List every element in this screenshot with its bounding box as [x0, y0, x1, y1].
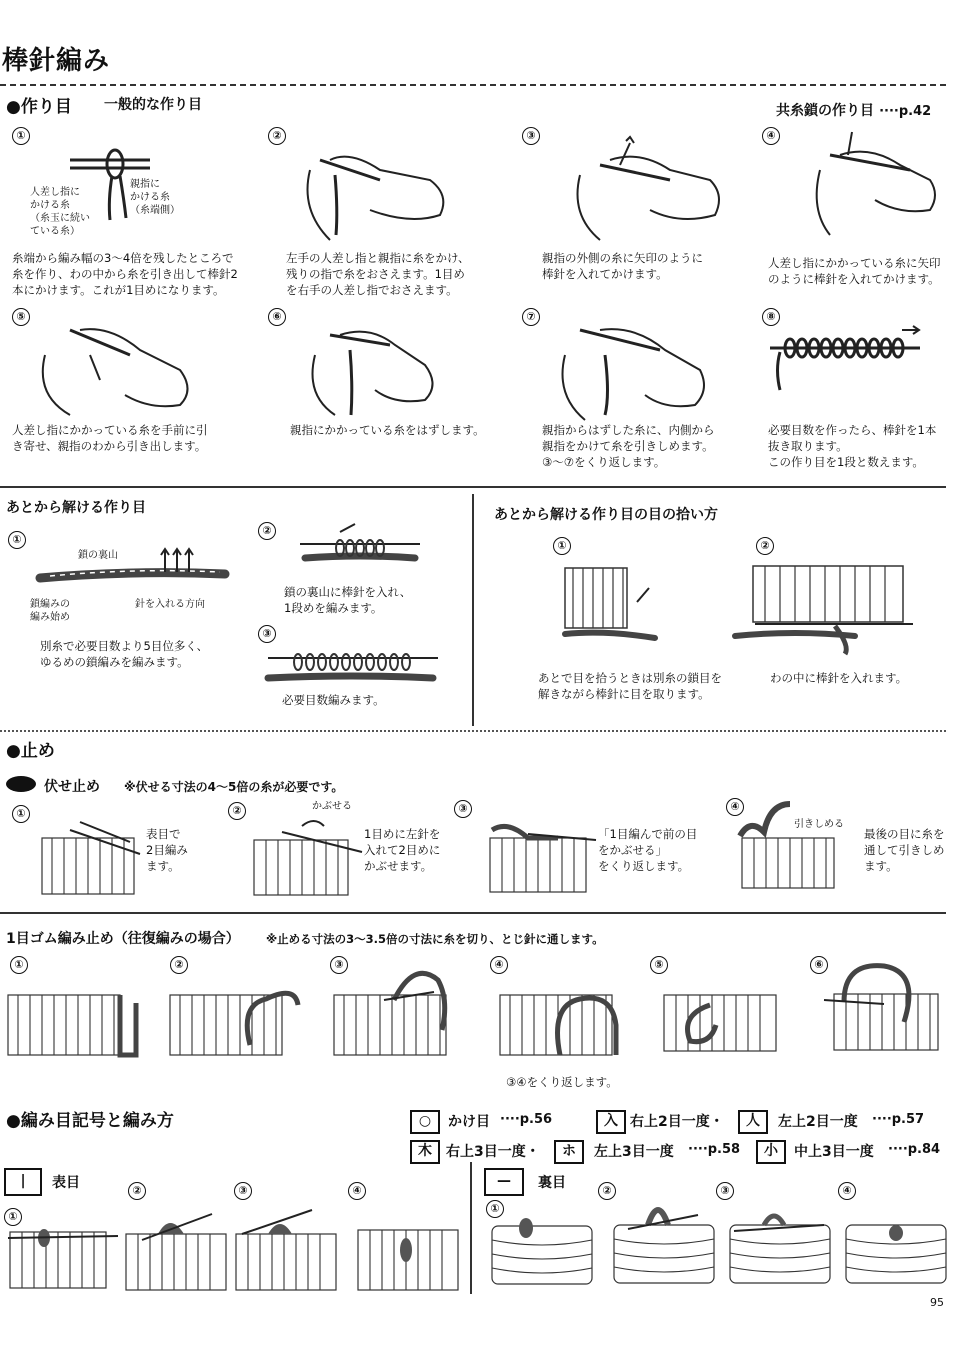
- step-number: ①: [12, 127, 30, 145]
- legend-name: 左上2目一度: [778, 1114, 858, 1130]
- knit-step4-illustration: [354, 1200, 464, 1295]
- rib-bind-heading: 1目ゴム編み止め（往復編みの場合）: [6, 931, 240, 947]
- cast-on-step5-illustration: [30, 315, 220, 420]
- bind-off-step2-illustration: [252, 812, 362, 897]
- knit-symbol: |: [4, 1168, 42, 1196]
- purl-step3-illustration: [724, 1195, 839, 1290]
- cover-label: かぶせる: [312, 801, 352, 812]
- purl-step2-illustration: [608, 1195, 723, 1290]
- rib-bind-step4-illustration: [500, 985, 640, 1070]
- center-3dec-symbol: 小: [756, 1140, 786, 1164]
- step-number: ④: [762, 127, 780, 145]
- chain-cast-on-ref: [776, 100, 931, 120]
- title-divider: [0, 84, 946, 86]
- step-caption: 人差し指にかかっている糸を手前に引 き寄せ、親指のわから引き出します。: [12, 423, 208, 453]
- knit-step3-illustration: [232, 1200, 342, 1295]
- left-decrease-symbol: 人: [738, 1110, 768, 1134]
- step-number: ③: [258, 625, 276, 643]
- rib-bind-step5-illustration: [660, 985, 800, 1065]
- column-divider: [470, 1162, 472, 1294]
- step-caption: 「1目編んで前の目 をかぶせる」 をくり返します。: [598, 827, 698, 873]
- bind-off-subheading: 伏せ止め: [44, 779, 100, 795]
- rib-repeat-caption: ③④をくり返します。: [506, 1075, 618, 1089]
- legend-name: 右上2目一度・: [630, 1114, 724, 1130]
- step-number: ⑤: [650, 956, 668, 974]
- chain-back-label: 鎖の裏山: [78, 550, 118, 561]
- bind-off-step3-illustration: [488, 812, 598, 897]
- rib-bind-note: ※止める寸法の3～3.5倍の寸法に糸を切り、とじ針に通します。: [266, 932, 604, 946]
- step-number: ①: [12, 805, 30, 823]
- step-caption: 親指からはずした糸に、内側から 親指をかけて糸を引きしめます。 ③～⑦をくり返します。: [542, 423, 715, 469]
- pickup-heading: あとから解ける作り目の目の拾い方: [494, 507, 718, 523]
- legend-page: ····p.84: [888, 1142, 941, 1157]
- step-caption: 別糸で必要目数より5目位多く、 ゆるめの鎖編みを編みます。: [40, 639, 209, 669]
- provisional-step3-illustration: [268, 642, 448, 687]
- right-decrease-symbol: 入: [596, 1110, 626, 1134]
- bind-off-step4-illustration: [740, 800, 840, 890]
- purl-label: 裏目: [538, 1175, 566, 1191]
- step-number: ④: [726, 798, 744, 816]
- step-number: ②: [268, 127, 286, 145]
- step-number: ②: [258, 522, 276, 540]
- page-title: 棒針編み: [2, 46, 111, 76]
- right-3dec-symbol: 木: [410, 1140, 440, 1164]
- insert-direction-label: 針を入れる方向: [135, 599, 205, 610]
- step-caption: 表目で 2目編み ます。: [146, 827, 188, 873]
- tighten-label: 引きしめる: [794, 819, 844, 830]
- bind-off-heading: ●止め: [6, 741, 55, 761]
- cast-on-step6-illustration: [295, 315, 455, 420]
- page-number: 95: [930, 1296, 944, 1309]
- section-divider: [0, 912, 946, 914]
- rib-bind-step2-illustration: [170, 985, 310, 1065]
- column-divider: [472, 494, 474, 726]
- pickup-step1-illustration: [565, 568, 665, 648]
- step-number: ②: [756, 537, 774, 555]
- cast-on-step8-illustration: [770, 320, 930, 390]
- step-number: ③: [716, 1182, 734, 1200]
- purl-symbol: —: [484, 1168, 524, 1196]
- step-number: ②: [228, 802, 246, 820]
- purl-step1-illustration: [486, 1210, 601, 1290]
- step-number: ③: [522, 127, 540, 145]
- legend-page: ····p.58: [688, 1142, 741, 1157]
- cast-on-subheading: 一般的な作り目: [104, 97, 202, 113]
- step-caption: 最後の目に糸を 通して引きしめ ます。: [864, 827, 945, 873]
- step-number: ③: [234, 1182, 252, 1200]
- legend-name: 右上3目一度・: [446, 1144, 540, 1160]
- step-caption: 人差し指にかかっている糸に矢印 のように棒針を入れてかけます。: [768, 256, 941, 286]
- index-finger-yarn-label: 人差し指に かける糸 （糸玉に続い ている糸）: [30, 187, 90, 237]
- bind-off-step1-illustration: [40, 812, 140, 897]
- provisional-heading: あとから解ける作り目: [6, 500, 146, 516]
- ref-page: ····p.42: [879, 104, 932, 119]
- legend-name: 左上3目一度: [594, 1144, 674, 1160]
- step-caption: 必要目数編みます。: [282, 693, 385, 707]
- knit-step1-illustration: [8, 1218, 118, 1293]
- cast-on-step3-illustration: [560, 135, 730, 245]
- cast-on-step4-illustration: [800, 130, 950, 240]
- cast-on-step2-illustration: [290, 140, 460, 250]
- symbols-heading: ●編み目記号と編み方: [6, 1111, 174, 1131]
- knit-label: 表目: [52, 1175, 80, 1191]
- section-divider: [0, 486, 946, 488]
- cast-on-heading: ●作り目: [6, 97, 72, 117]
- provisional-step2-illustration: [300, 522, 430, 572]
- legend-name: かけ目: [448, 1114, 490, 1130]
- rib-bind-step1-illustration: [8, 985, 148, 1065]
- chain-start-label: 鎖編みの 編み始め: [30, 599, 70, 623]
- step-number: ⑧: [762, 308, 780, 326]
- step-caption: 糸端から編み幅の3～4倍を残したところで 糸を作り、わの中から糸を引き出して棒針2 本にかけます。これが1目めになります。: [12, 251, 238, 297]
- step-number: ④: [490, 956, 508, 974]
- step-caption: あとで目を拾うときは別糸の鎖目を 解きながら棒針に目を取ります。: [538, 671, 722, 701]
- knit-step2-illustration: [122, 1200, 232, 1295]
- thumb-yarn-label: 親指に かける糸 （糸端側）: [130, 179, 180, 216]
- legend-page: ····p.56: [500, 1112, 553, 1127]
- ref-label: 共糸鎖の作り目: [776, 103, 874, 119]
- step-number: ④: [348, 1182, 366, 1200]
- legend-page: ····p.57: [872, 1112, 925, 1127]
- step-caption: 親指にかかっている糸をはずします。: [290, 423, 485, 437]
- pickup-step2-illustration: [735, 566, 915, 656]
- step-number: ①: [553, 537, 571, 555]
- step-number: ②: [170, 956, 188, 974]
- section-divider: [0, 730, 946, 732]
- step-caption: 親指の外側の糸に矢印のように 棒針を入れてかけます。: [542, 251, 703, 281]
- step-number: ③: [454, 800, 472, 818]
- rib-bind-step6-illustration: [824, 962, 954, 1062]
- left-3dec-symbol: ホ: [554, 1140, 584, 1164]
- step-number: ⑤: [12, 308, 30, 326]
- step-caption: 1目めに左針を 入れて2目めに かぶせます。: [364, 827, 441, 873]
- legend-name: 中上3目一度: [794, 1144, 874, 1160]
- step-number: ⑥: [810, 956, 828, 974]
- cast-on-step7-illustration: [550, 315, 720, 425]
- step-number: ①: [10, 956, 28, 974]
- step-number: ①: [486, 1200, 504, 1218]
- purl-step4-illustration: [840, 1195, 955, 1290]
- step-caption: 左手の人差し指と親指に糸をかけ、 残りの指で糸をおさえます。1目め を右手の人差し指でおさえます。: [286, 251, 470, 297]
- yarn-over-symbol: ○: [410, 1110, 440, 1134]
- step-caption: わの中に棒針を入れます。: [770, 671, 908, 685]
- step-number: ⑥: [268, 308, 286, 326]
- step-number: ①: [4, 1208, 22, 1226]
- rib-bind-step3-illustration: [334, 970, 474, 1065]
- bind-off-symbol: [6, 776, 36, 792]
- step-number: ②: [598, 1182, 616, 1200]
- step-number: ②: [128, 1182, 146, 1200]
- step-caption: 鎖の裏山に棒針を入れ、 1段めを編みます。: [284, 585, 412, 615]
- step-number: ⑦: [522, 308, 540, 326]
- bind-off-note: ※伏せる寸法の4～5倍の糸が必要です。: [124, 780, 344, 794]
- step-number: ①: [8, 531, 26, 549]
- step-caption: 必要目数を作ったら、棒針を1本 抜き取ります。 この作り目を1段と数えます。: [768, 423, 937, 469]
- step-number: ④: [838, 1182, 856, 1200]
- step-number: ③: [330, 956, 348, 974]
